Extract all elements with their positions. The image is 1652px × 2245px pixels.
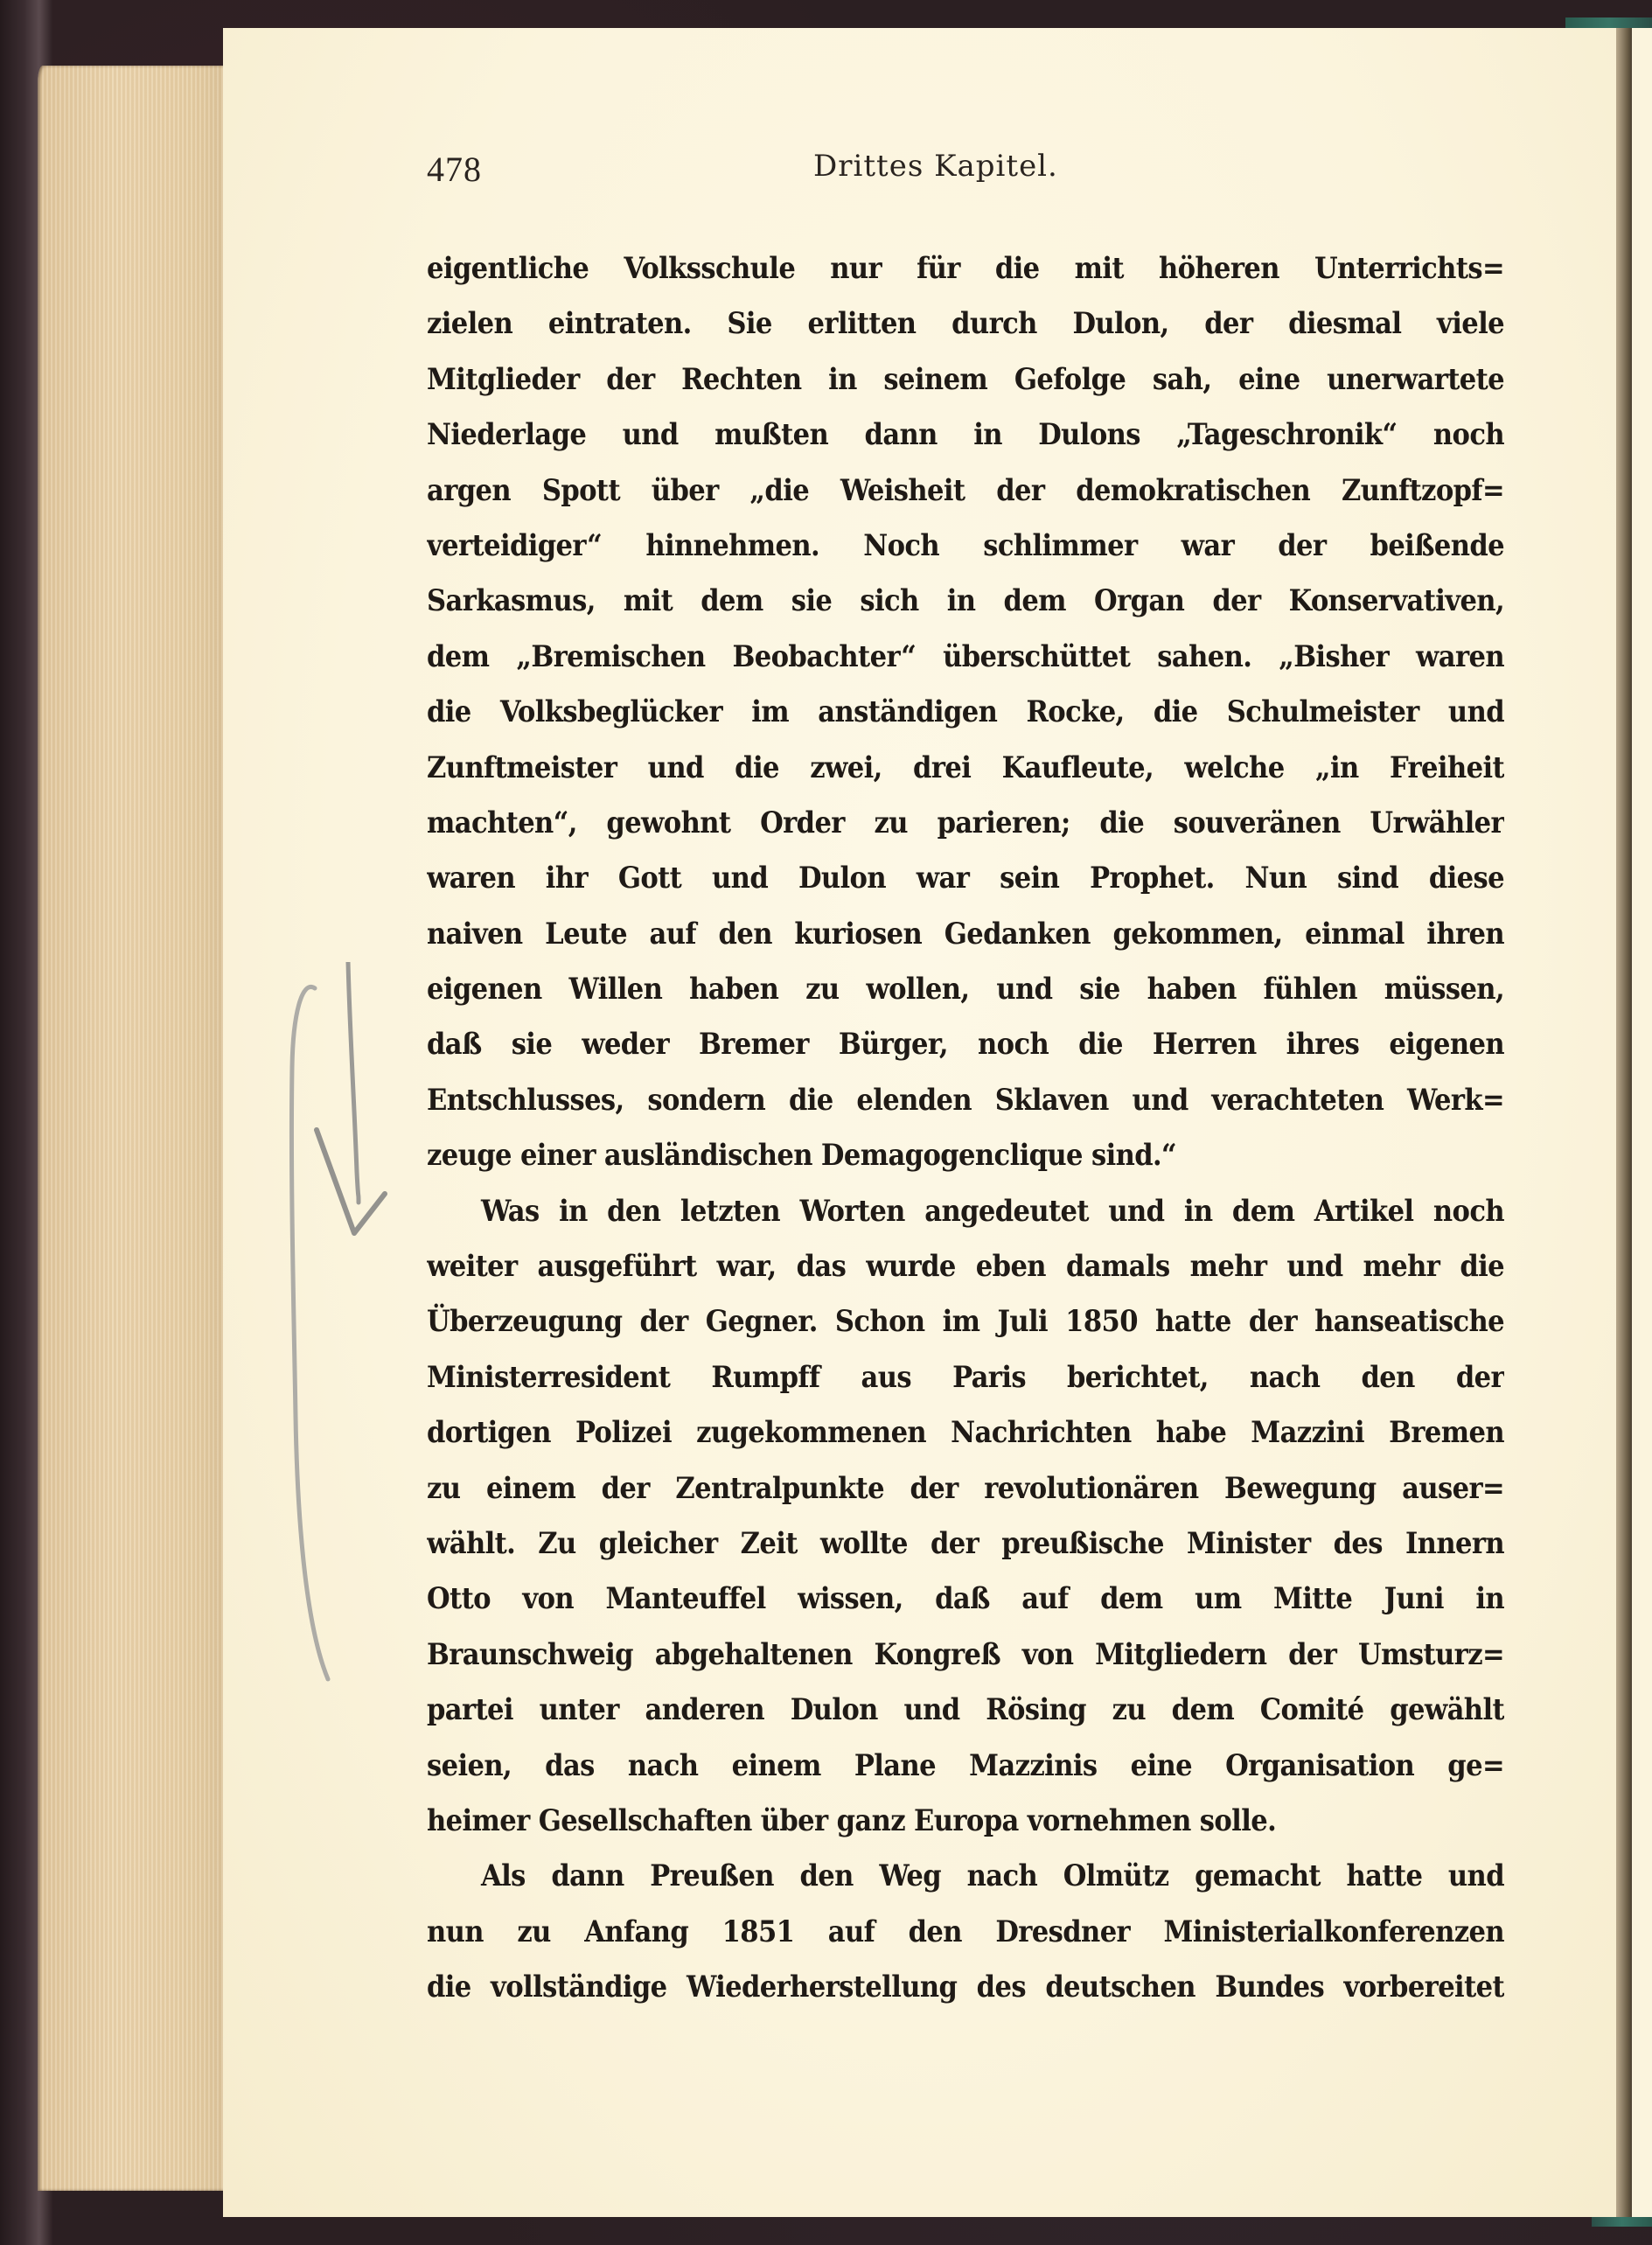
text-line: heimer Gesellschaften über ganz Europa vornehmen solle. — [427, 1802, 1277, 1838]
text-line: daß sie weder Bremer Bürger, noch die Herren ihres eigenen — [427, 1027, 1504, 1063]
page-header — [427, 149, 1502, 201]
paragraph — [427, 1849, 1504, 2015]
text-line: Entschlusses, sondern die elenden Sklaven und verachteten Werk= — [427, 1082, 1504, 1118]
text-line: zeuge einer ausländischen Demagogenclique sind.“ — [427, 1138, 1177, 1174]
text-line: eigenen Willen haben zu wollen, und sie haben fühlen müssen, — [427, 972, 1504, 1007]
text-line: Was in den letzten Worten angedeutet und in dem Artikel noch — [481, 1193, 1504, 1229]
text-line: dem „Bremischen Beobachter“ überschüttet sahen. „Bisher waren — [427, 638, 1504, 674]
text-line: seien, das nach einem Plane Mazzinis eine Organisation ge= — [427, 1747, 1504, 1783]
pencil-margin-mark-icon — [262, 962, 394, 1705]
text-line: die Volksbeglücker im anständigen Rocke, die Schulmeister und — [427, 694, 1504, 730]
text-line: Mitglieder der Rechten in seinem Gefolge sah, eine unerwartete — [427, 361, 1504, 397]
text-line: machten“, gewohnt Order zu parieren; die souveränen Urwähler — [427, 805, 1504, 840]
text-line: zu einem der Zentralpunkte der revolutionären Bewegung auser= — [427, 1470, 1504, 1506]
text-line: verteidiger“ hinnehmen. Noch schlimmer war der beißende — [427, 527, 1504, 563]
text-line: Braunschweig abgehaltenen Kongreß von Mitgliedern der Umsturz= — [427, 1636, 1504, 1672]
facing-page-edge — [1632, 28, 1652, 2217]
text-line: zielen eintraten. Sie erlitten durch Dulon, der diesmal viele — [427, 306, 1504, 342]
text-line: Ministerresident Rumpff aus Paris berichtet, nach den der — [427, 1359, 1504, 1395]
text-line: argen Spott über „die Weisheit der demokratischen Zunftzopf= — [427, 472, 1504, 508]
text-line: Otto von Manteuffel wissen, daß auf dem um Mitte Juni in — [427, 1581, 1504, 1617]
text-line: Als dann Preußen den Weg nach Olmütz gemacht hatte und — [481, 1858, 1504, 1894]
page-number: 478 — [427, 150, 482, 189]
text-line: dortigen Polizei zugekommenen Nachrichten habe Mazzini Bremen — [427, 1415, 1504, 1451]
text-line: partei unter anderen Dulon und Rösing zu dem Comité gewählt — [427, 1692, 1504, 1728]
body-text — [427, 241, 1504, 2016]
text-line: die vollständige Wiederherstellung des deutschen Bundes vorbereitet — [427, 1970, 1504, 2005]
text-line: waren ihr Gott und Dulon war sein Prophet. Nun sind diese — [427, 861, 1504, 896]
text-line: weiter ausgeführt war, das wurde eben damals mehr und mehr die — [427, 1249, 1504, 1285]
text-line: nun zu Anfang 1851 auf den Dresdner Ministerialkonferenzen — [427, 1914, 1504, 1949]
text-line: Überzeugung der Gegner. Schon im Juli 1850 hatte der hanseatische — [427, 1304, 1504, 1340]
text-line: wählt. Zu gleicher Zeit wollte der preußische Minister des Innern — [427, 1525, 1504, 1561]
text-line: Zunftmeister und die zwei, drei Kaufleute, welche „in Freiheit — [427, 749, 1504, 785]
paragraph — [427, 1184, 1504, 1850]
text-line: naiven Leute auf den kuriosen Gedanken gekommen, einmal ihren — [427, 916, 1504, 952]
binding-gutter — [1616, 28, 1632, 2217]
text-line: Sarkasmus, mit dem sie sich in dem Organ der Konservativen, — [427, 583, 1504, 619]
text-line: Niederlage und mußten dann in Dulons „Tageschronik“ noch — [427, 417, 1504, 453]
page-edges-stack — [38, 66, 230, 2191]
paragraph — [427, 241, 1504, 1184]
running-head: Drittes Kapitel. — [813, 149, 1058, 184]
text-line: eigentliche Volksschule nur für die mit höheren Unterrichts= — [427, 251, 1504, 286]
